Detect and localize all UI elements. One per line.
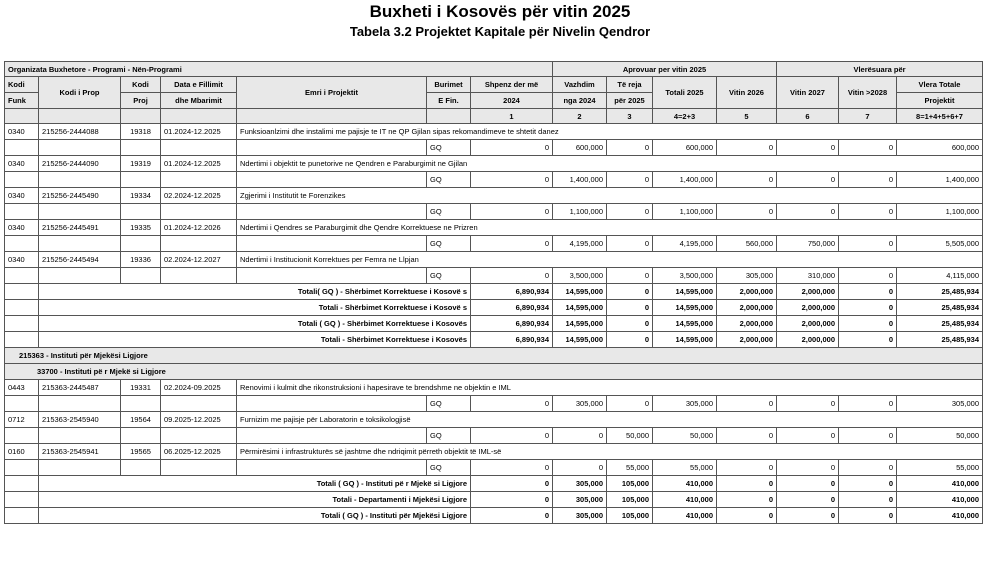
value-cell: 0: [717, 428, 777, 444]
empty-cell: [121, 140, 161, 156]
total-value-cell: 2,000,000: [717, 300, 777, 316]
total-value-cell: 0: [471, 508, 553, 524]
value-cell: 0: [553, 428, 607, 444]
total-value-cell: 2,000,000: [717, 284, 777, 300]
table-body: [5, 62, 983, 524]
total-value-cell: 25,485,934: [897, 300, 983, 316]
kodi-proj-cell: 19318: [121, 124, 161, 140]
project-info-row: [5, 156, 983, 172]
value-cell: 55,000: [653, 460, 717, 476]
value-cell: 0: [717, 140, 777, 156]
total-label-cell: Totali ( GQ ) - Instituti pë r Mjekë si Ligjore: [39, 476, 471, 492]
kodi-prop-cell: 215256-2445490: [39, 188, 121, 204]
empty-cell: [121, 204, 161, 220]
source-cell: GQ: [427, 204, 471, 220]
total-value-cell: 14,595,000: [553, 284, 607, 300]
date-cell: 06.2025-12.2025: [161, 444, 237, 460]
value-cell: 0: [471, 428, 553, 444]
project-values-row: [5, 140, 983, 156]
source-cell: GQ: [427, 236, 471, 252]
value-cell: 1,400,000: [897, 172, 983, 188]
empty-cell: [237, 140, 427, 156]
project-values-row: [5, 204, 983, 220]
totali-header: Totali 2025: [653, 77, 717, 109]
value-cell: 0: [839, 428, 897, 444]
kodi-proj-cell: 19331: [121, 380, 161, 396]
value-cell: 5,505,000: [897, 236, 983, 252]
value-cell: 0: [777, 172, 839, 188]
empty-cell: [5, 476, 39, 492]
empty-cell: [237, 460, 427, 476]
value-cell: 0: [777, 428, 839, 444]
value-cell: 0: [607, 396, 653, 412]
empty-cell: [161, 268, 237, 284]
source-cell: GQ: [427, 140, 471, 156]
kodi-proj-cell: 19319: [121, 156, 161, 172]
value-cell: 1,100,000: [653, 204, 717, 220]
total-value-cell: 2,000,000: [777, 284, 839, 300]
date-cell: 09.2025-12.2025: [161, 412, 237, 428]
total-value-cell: 0: [607, 300, 653, 316]
project-info-row: [5, 444, 983, 460]
total-value-cell: 0: [717, 508, 777, 524]
header-index-row: [5, 109, 983, 124]
value-cell: 305,000: [717, 268, 777, 284]
total-row: [5, 332, 983, 348]
vlera-header-2: Projektit: [897, 93, 983, 109]
te-reja-header-2: për 2025: [607, 93, 653, 109]
total-value-cell: 14,595,000: [653, 284, 717, 300]
kodi-proj-cell: 19336: [121, 252, 161, 268]
total-value-cell: 0: [717, 476, 777, 492]
emri-header: Emri i Projektit: [237, 77, 427, 109]
capital-projects-table: [4, 61, 983, 524]
empty-cell: [39, 236, 121, 252]
date-cell: 02.2024-09.2025: [161, 380, 237, 396]
kodi-proj-cell: 19564: [121, 412, 161, 428]
total-row: [5, 508, 983, 524]
source-cell: GQ: [427, 428, 471, 444]
kodi-proj-header-1: Kodi: [121, 77, 161, 93]
value-cell: 0: [717, 396, 777, 412]
project-info-row: [5, 188, 983, 204]
value-cell: 0: [839, 268, 897, 284]
shpenz-header-1: Shpenz der më: [471, 77, 553, 93]
empty-cell: [237, 236, 427, 252]
value-cell: 0: [607, 172, 653, 188]
empty-cell: [237, 428, 427, 444]
total-value-cell: 14,595,000: [553, 332, 607, 348]
total-value-cell: 0: [839, 332, 897, 348]
project-values-row: [5, 460, 983, 476]
v2028-header: Vitin >2028: [839, 77, 897, 109]
empty-cell: [237, 204, 427, 220]
empty-cell: [121, 268, 161, 284]
total-value-cell: 410,000: [653, 476, 717, 492]
data-header-1: Data e Fillimit: [161, 77, 237, 93]
index-cell: 3: [607, 109, 653, 124]
document-title: Buxheti i Kosovës për vitin 2025: [369, 2, 631, 21]
kodi-funk-cell: 0160: [5, 444, 39, 460]
value-cell: 600,000: [653, 140, 717, 156]
value-cell: 1,400,000: [653, 172, 717, 188]
date-cell: 02.2024-12.2027: [161, 252, 237, 268]
date-cell: 01.2024-12.2025: [161, 124, 237, 140]
value-cell: 55,000: [897, 460, 983, 476]
index-cell: 6: [777, 109, 839, 124]
kodi-prop-cell: 215256-2445494: [39, 252, 121, 268]
empty-cell: [39, 204, 121, 220]
vazhdim-header-2: nga 2024: [553, 93, 607, 109]
empty-cell: [5, 428, 39, 444]
value-cell: 0: [777, 460, 839, 476]
empty-cell: [121, 236, 161, 252]
empty-cell: [39, 460, 121, 476]
total-value-cell: 0: [607, 332, 653, 348]
total-value-cell: 0: [607, 284, 653, 300]
project-info-row: [5, 380, 983, 396]
total-value-cell: 0: [471, 476, 553, 492]
project-values-row: [5, 428, 983, 444]
value-cell: 0: [839, 460, 897, 476]
total-value-cell: 0: [839, 300, 897, 316]
total-value-cell: 105,000: [607, 476, 653, 492]
empty-cell: [39, 428, 121, 444]
total-value-cell: 0: [471, 492, 553, 508]
kodi-funk-cell: 0443: [5, 380, 39, 396]
value-cell: 0: [607, 140, 653, 156]
burimet-header-2: E Fin.: [427, 93, 471, 109]
value-cell: 50,000: [607, 428, 653, 444]
empty-cell: [161, 236, 237, 252]
kodi-funk-cell: 0712: [5, 412, 39, 428]
value-cell: 0: [777, 140, 839, 156]
source-cell: GQ: [427, 460, 471, 476]
total-row: [5, 316, 983, 332]
total-value-cell: 25,485,934: [897, 284, 983, 300]
total-value-cell: 25,485,934: [897, 316, 983, 332]
value-cell: 1,100,000: [897, 204, 983, 220]
total-value-cell: 305,000: [553, 476, 607, 492]
empty-cell: [5, 508, 39, 524]
empty-cell: [161, 140, 237, 156]
value-cell: 305,000: [897, 396, 983, 412]
total-value-cell: 2,000,000: [717, 332, 777, 348]
empty-cell: [5, 316, 39, 332]
index-cell: 7: [839, 109, 897, 124]
project-name-cell: Ndertimi i objektit te punetorive ne Qendren e Paraburgimit ne Gjilan: [237, 156, 983, 172]
kodi-prop-cell: 215256-2445491: [39, 220, 121, 236]
data-header-2: dhe Mbarimit: [161, 93, 237, 109]
project-info-row: [5, 252, 983, 268]
value-cell: 4,195,000: [553, 236, 607, 252]
section-program-row: [5, 364, 983, 380]
kodi-proj-cell: 19335: [121, 220, 161, 236]
value-cell: 0: [717, 204, 777, 220]
value-cell: 310,000: [777, 268, 839, 284]
empty-cell: [161, 428, 237, 444]
empty-cell: [5, 140, 39, 156]
org-header: Organizata Buxhetore - Programi - Nën-Programi: [5, 62, 553, 77]
total-row: [5, 492, 983, 508]
burimet-header-1: Burimet: [427, 77, 471, 93]
total-value-cell: 6,890,934: [471, 332, 553, 348]
value-cell: 0: [471, 268, 553, 284]
header-row-groups: [5, 62, 983, 77]
v2027-header: Vitin 2027: [777, 77, 839, 109]
value-cell: 0: [839, 172, 897, 188]
value-cell: 0: [607, 268, 653, 284]
project-values-row: [5, 268, 983, 284]
index-cell: 2: [553, 109, 607, 124]
empty-cell: [161, 204, 237, 220]
total-value-cell: 0: [839, 476, 897, 492]
empty-cell: [5, 268, 39, 284]
total-value-cell: 6,890,934: [471, 284, 553, 300]
vazhdim-header-1: Vazhdim: [553, 77, 607, 93]
empty-cell: [5, 460, 39, 476]
value-cell: 50,000: [897, 428, 983, 444]
project-name-cell: Përmirësimi i infrastrukturës së jashtme dhe ndriqimit përreth objektit të IML-së: [237, 444, 983, 460]
kodi-proj-cell: 19565: [121, 444, 161, 460]
vlera-header-1: Vlera Totale: [897, 77, 983, 93]
value-cell: 0: [607, 204, 653, 220]
empty-cell: [161, 460, 237, 476]
kodi-funk-header-2: Funk: [5, 93, 39, 109]
empty-cell: [39, 268, 121, 284]
empty-cell: [5, 492, 39, 508]
empty-cell: [121, 396, 161, 412]
total-value-cell: 410,000: [653, 492, 717, 508]
value-cell: 0: [471, 204, 553, 220]
empty-cell: [121, 172, 161, 188]
empty-cell: [237, 396, 427, 412]
value-cell: 0: [471, 140, 553, 156]
date-cell: 02.2024-12.2025: [161, 188, 237, 204]
project-name-cell: Ndertimi i Institucionit Korrektues per Femra ne Llpjan: [237, 252, 983, 268]
total-value-cell: 0: [839, 316, 897, 332]
total-value-cell: 14,595,000: [653, 316, 717, 332]
kodi-prop-cell: 215256-2444090: [39, 156, 121, 172]
te-reja-header-1: Të reja: [607, 77, 653, 93]
value-cell: 0: [717, 172, 777, 188]
value-cell: 0: [839, 396, 897, 412]
empty-cell: [121, 428, 161, 444]
total-value-cell: 0: [717, 492, 777, 508]
total-label-cell: Totali - Shërbimet Korrektuese i Kosovë s: [39, 300, 471, 316]
total-value-cell: 0: [777, 492, 839, 508]
project-info-row: [5, 124, 983, 140]
value-cell: 3,500,000: [653, 268, 717, 284]
empty-cell: [5, 236, 39, 252]
value-cell: 0: [471, 396, 553, 412]
kodi-funk-cell: 0340: [5, 252, 39, 268]
project-name-cell: Ndertimi i Qendres se Paraburgimit dhe Qendre Korrektuese ne Prizren: [237, 220, 983, 236]
date-cell: 01.2024-12.2026: [161, 220, 237, 236]
total-value-cell: 2,000,000: [717, 316, 777, 332]
value-cell: 3,500,000: [553, 268, 607, 284]
value-cell: 55,000: [607, 460, 653, 476]
shpenz-header-2: 2024: [471, 93, 553, 109]
total-value-cell: 2,000,000: [777, 300, 839, 316]
empty-cell: [237, 268, 427, 284]
header-row-1: [5, 77, 983, 93]
total-value-cell: 14,595,000: [653, 332, 717, 348]
empty-cell: [237, 172, 427, 188]
source-cell: GQ: [427, 172, 471, 188]
value-cell: 750,000: [777, 236, 839, 252]
kodi-prop-cell: 215363-2545941: [39, 444, 121, 460]
empty-cell: [39, 140, 121, 156]
empty-cell: [5, 284, 39, 300]
source-cell: GQ: [427, 268, 471, 284]
value-cell: 1,100,000: [553, 204, 607, 220]
project-name-cell: Furnizim me pajisje për Laboratorin e toksikologjisë: [237, 412, 983, 428]
project-name-cell: Funksioanlzimi dhe instalimi me pajisje te IT ne QP Gjilan sipas rekomandimeve te shtetit danez: [237, 124, 983, 140]
value-cell: 0: [471, 236, 553, 252]
kodi-prop-cell: 215363-2445487: [39, 380, 121, 396]
value-cell: 0: [839, 236, 897, 252]
value-cell: 600,000: [897, 140, 983, 156]
total-value-cell: 14,595,000: [553, 300, 607, 316]
empty-cell: [39, 396, 121, 412]
index-cell: 1: [471, 109, 553, 124]
date-cell: 01.2024-12.2025: [161, 156, 237, 172]
value-cell: 0: [717, 460, 777, 476]
total-value-cell: 6,890,934: [471, 300, 553, 316]
total-value-cell: 410,000: [897, 508, 983, 524]
estimated-header: Vlerësuara për: [777, 62, 983, 77]
empty-cell: [161, 396, 237, 412]
approved-header: Aprovuar per vitin 2025: [553, 62, 777, 77]
total-value-cell: 6,890,934: [471, 316, 553, 332]
value-cell: 305,000: [653, 396, 717, 412]
total-value-cell: 105,000: [607, 492, 653, 508]
section-org-row: [5, 348, 983, 364]
total-value-cell: 410,000: [897, 492, 983, 508]
section-org-label: 215363 - Instituti për Mjekësi Ligjore: [5, 348, 983, 364]
empty-cell: [5, 396, 39, 412]
project-info-row: [5, 220, 983, 236]
document-subtitle: Tabela 3.2 Projektet Kapitale për Nivelin Qendror: [349, 24, 651, 39]
value-cell: 0: [839, 204, 897, 220]
value-cell: 50,000: [653, 428, 717, 444]
empty-cell: [5, 172, 39, 188]
total-value-cell: 14,595,000: [653, 300, 717, 316]
value-cell: 305,000: [553, 396, 607, 412]
total-label-cell: Totali ( GQ ) - Instituti për Mjekësi Ligjore: [39, 508, 471, 524]
total-value-cell: 305,000: [553, 492, 607, 508]
kodi-funk-cell: 0340: [5, 156, 39, 172]
project-values-row: [5, 172, 983, 188]
total-label-cell: Totali - Shërbimet Korrektuese i Kosovës: [39, 332, 471, 348]
project-name-cell: Zgjerimi i Institutit te Forenzikes: [237, 188, 983, 204]
kodi-funk-cell: 0340: [5, 220, 39, 236]
section-program-label: 33700 - Instituti pë r Mjekë si Ligjore: [5, 364, 983, 380]
index-cell: 5: [717, 109, 777, 124]
kodi-funk-cell: 0340: [5, 124, 39, 140]
total-value-cell: 14,595,000: [553, 316, 607, 332]
kodi-prop-cell: 215256-2444088: [39, 124, 121, 140]
value-cell: 0: [777, 204, 839, 220]
value-cell: 0: [607, 236, 653, 252]
total-value-cell: 0: [839, 492, 897, 508]
source-cell: GQ: [427, 396, 471, 412]
kodi-funk-header-1: Kodi: [5, 77, 39, 93]
total-row: [5, 300, 983, 316]
total-value-cell: 0: [839, 284, 897, 300]
value-cell: 600,000: [553, 140, 607, 156]
project-values-row: [5, 236, 983, 252]
total-row: [5, 284, 983, 300]
value-cell: 0: [553, 460, 607, 476]
total-value-cell: 0: [607, 316, 653, 332]
value-cell: 560,000: [717, 236, 777, 252]
total-value-cell: 105,000: [607, 508, 653, 524]
empty-cell: [5, 204, 39, 220]
empty-cell: [5, 332, 39, 348]
index-cell: 4=2+3: [653, 109, 717, 124]
value-cell: 0: [839, 140, 897, 156]
total-label-cell: Totali - Departamenti i Mjekësi Ligjore: [39, 492, 471, 508]
value-cell: 0: [777, 396, 839, 412]
total-value-cell: 0: [839, 508, 897, 524]
index-cell: 8=1+4+5+6+7: [897, 109, 983, 124]
total-value-cell: 0: [777, 508, 839, 524]
empty-cell: [39, 172, 121, 188]
total-label-cell: Totali( GQ ) - Shërbimet Korrektuese i Kosovë s: [39, 284, 471, 300]
value-cell: 0: [471, 172, 553, 188]
total-value-cell: 410,000: [653, 508, 717, 524]
empty-cell: [121, 460, 161, 476]
empty-cell: [5, 300, 39, 316]
kodi-prop-header: Kodi i Prop: [39, 77, 121, 109]
total-value-cell: 25,485,934: [897, 332, 983, 348]
kodi-prop-cell: 215363-2545940: [39, 412, 121, 428]
total-row: [5, 476, 983, 492]
total-value-cell: 2,000,000: [777, 316, 839, 332]
total-value-cell: 0: [777, 476, 839, 492]
project-info-row: [5, 412, 983, 428]
kodi-proj-header-2: Proj: [121, 93, 161, 109]
kodi-funk-cell: 0340: [5, 188, 39, 204]
value-cell: 4,115,000: [897, 268, 983, 284]
total-value-cell: 2,000,000: [777, 332, 839, 348]
kodi-proj-cell: 19334: [121, 188, 161, 204]
value-cell: 0: [471, 460, 553, 476]
project-values-row: [5, 396, 983, 412]
total-label-cell: Totali ( GQ ) - Shërbimet Korrektuese i Kosovës: [39, 316, 471, 332]
value-cell: 1,400,000: [553, 172, 607, 188]
project-name-cell: Renovimi i kulmit dhe rikonstruksioni i hapesirave te brendshme ne objektin e IML: [237, 380, 983, 396]
total-value-cell: 305,000: [553, 508, 607, 524]
value-cell: 4,195,000: [653, 236, 717, 252]
v2026-header: Vitin 2026: [717, 77, 777, 109]
empty-cell: [161, 172, 237, 188]
total-value-cell: 410,000: [897, 476, 983, 492]
